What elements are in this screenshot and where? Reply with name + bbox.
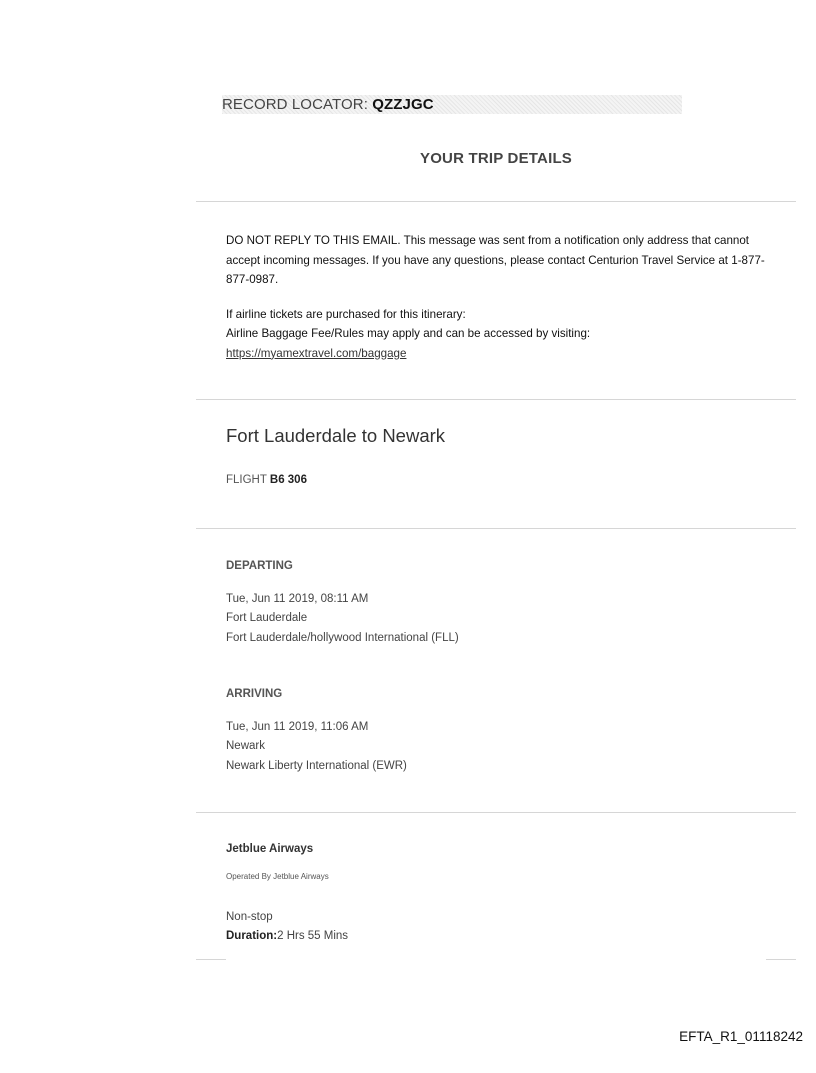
duration-label: Duration: bbox=[226, 930, 278, 943]
departing-city: Fort Lauderdale bbox=[226, 612, 308, 625]
departing-datetime: Tue, Jun 11 2019, 08:11 AM bbox=[226, 593, 369, 605]
divider bbox=[196, 201, 796, 202]
divider bbox=[196, 399, 796, 400]
divider bbox=[766, 959, 796, 960]
flight-label: FLIGHT bbox=[226, 474, 270, 486]
arriving-heading: ARRIVING bbox=[226, 688, 283, 700]
route-title: Fort Lauderdale to Newark bbox=[226, 425, 446, 446]
baggage-notice: Airline Baggage Fee/Rules may apply and can be accessed by visiting: bbox=[226, 327, 591, 340]
airline-name: Jetblue Airways bbox=[226, 843, 314, 855]
arriving-city: Newark bbox=[226, 740, 265, 753]
record-locator-label: RECORD LOCATOR: bbox=[222, 96, 373, 113]
no-reply-notice: DO NOT REPLY TO THIS EMAIL. This message was sent from a notification only address that cannot accept incoming messages. If you have any questions, please contact Centurion Travel Service at 1-877-877-0987. bbox=[226, 234, 765, 286]
flight-number bbox=[226, 474, 307, 486]
notice-block bbox=[226, 231, 766, 363]
divider bbox=[196, 959, 226, 960]
record-locator-code: QZZJGC bbox=[372, 96, 434, 113]
document-id: EFTA_R1_01118242 bbox=[679, 1029, 803, 1044]
arriving-airport: Newark Liberty International (EWR) bbox=[226, 759, 407, 772]
trip-details-heading: YOUR TRIP DETAILS bbox=[419, 150, 573, 167]
arriving-details bbox=[226, 718, 407, 776]
divider bbox=[196, 812, 796, 813]
arriving-datetime: Tue, Jun 11 2019, 11:06 AM bbox=[226, 721, 369, 733]
operated-by: Operated By Jetblue Airways bbox=[226, 872, 329, 881]
record-locator bbox=[222, 95, 682, 114]
departing-airport: Fort Lauderdale/hollywood International (FLL) bbox=[226, 631, 459, 644]
departing-heading: DEPARTING bbox=[226, 560, 293, 572]
tickets-notice: If airline tickets are purchased for this itinerary: bbox=[226, 307, 466, 321]
flight-summary bbox=[226, 908, 348, 947]
departing-details bbox=[226, 590, 459, 648]
flight-code: B6 306 bbox=[269, 474, 307, 486]
divider bbox=[196, 528, 796, 529]
stops: Non-stop bbox=[226, 911, 273, 923]
duration-value: 2 Hrs 55 Mins bbox=[277, 930, 349, 943]
baggage-link[interactable]: https://myamextravel.com/baggage bbox=[226, 346, 407, 360]
duration bbox=[226, 927, 348, 946]
